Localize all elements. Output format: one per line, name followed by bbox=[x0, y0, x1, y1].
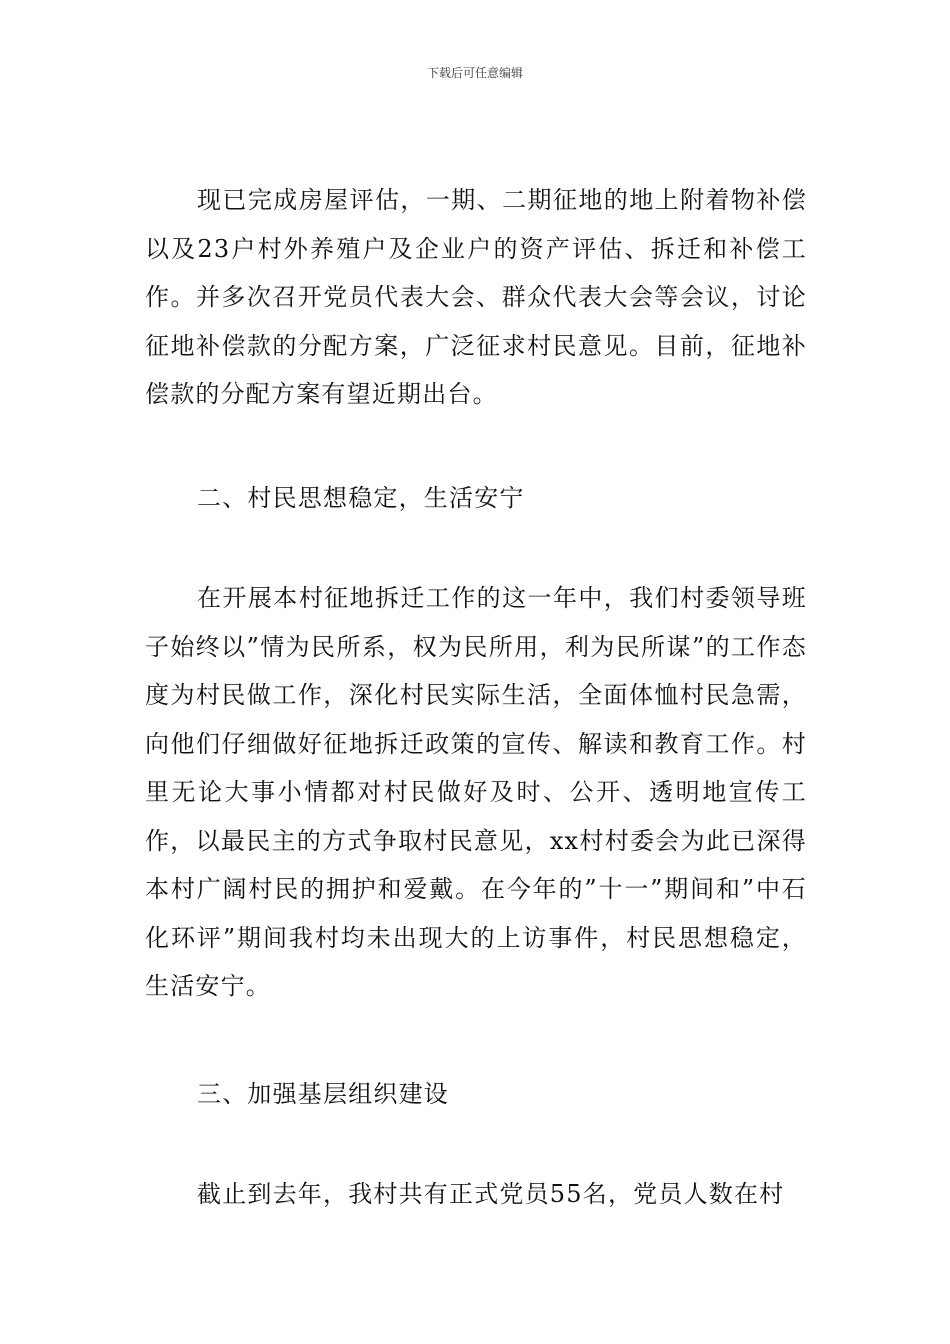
page-header-note: 下载后可任意编辑 bbox=[426, 66, 523, 80]
paragraph-block-3 bbox=[145, 1170, 807, 1219]
section-heading-block-2 bbox=[145, 474, 807, 523]
section-heading-block-3 bbox=[145, 1070, 807, 1119]
body-paragraph: 在开展本村征地拆迁工作的这一年中，我们村委领导班子始终以”情为民所系，权为民所用，利为民所谋”的工作态度为村民做工作，深化村民实际生活，全面体恤村民急需，向他们仔细做好征地拆迁政策的宣传、解读和教育工作。村里无论大事小情都对村民做好及时、公开、透明地宣传工作，以最民主的方式争取村民意见，xx村村委会为此已深得本村广阔村民的拥护和爱戴。在今年的”十一”期间和”中石化环评”期间我村均未出现大的上访事件，村民思想稳定，生活安宁。 bbox=[145, 584, 807, 1000]
body-paragraph: 截止到去年，我村共有正式党员55名，党员人数在村 bbox=[197, 1180, 785, 1208]
paragraph-block-2 bbox=[145, 574, 807, 1011]
section-heading: 二、村民思想稳定，生活安宁 bbox=[197, 484, 525, 512]
body-paragraph: 现已完成房屋评估，一期、二期征地的地上附着物补偿以及23户村外养殖户及企业户的资产评估、拆迁和补偿工作。并多次召开党员代表大会、群众代表大会等会议，讨论征地补偿款的分配方案，广泛征求村民意见。目前，征地补偿款的分配方案有望近期出台。 bbox=[145, 186, 807, 408]
paragraph-block-1 bbox=[145, 176, 807, 419]
section-heading: 三、加强基层组织建设 bbox=[197, 1080, 449, 1108]
